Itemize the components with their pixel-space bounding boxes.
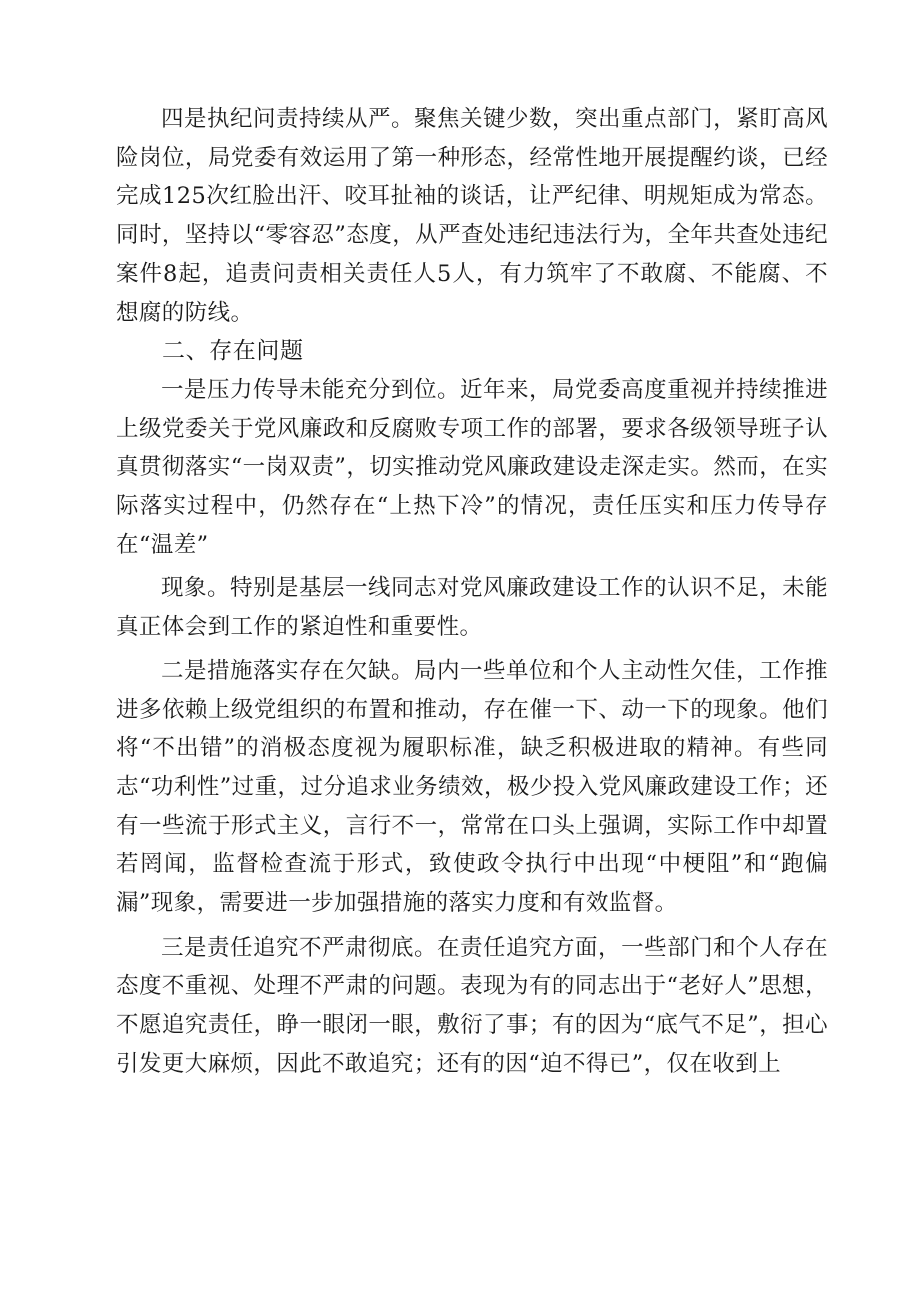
section-heading-existing-problems: 二、存在问题 (162, 338, 304, 365)
paragraph-pressure-transmission: 一是压力传导未能充分到位。近年来，局党委高度重视并持续推进上级党委关于党风廉政和反腐败专项工作的部署，要求各级领导班子认真贯彻落实“一岗双责”，切实推动党风廉政建设走深走实。然而，在实际落实过程中，仍然存在“上热下冷”的情况，责任压实和压力传导存在“温差” (116, 376, 828, 558)
paragraph-accountability-pursuit: 三是责任追究不严肃彻底。在责任追究方面，一些部门和个人存在态度不重视、处理不严肃的问题。表现为有的同志出于“老好人”思想，不愿追究责任，睁一眼闭一眼，敷衍了事；有的因为“底气不足”，担心引发更大麻烦，因此不敢追究；还有的因“迫不得已”，仅在收到上 (116, 934, 828, 1077)
paragraph-measures-implementation: 二是措施落实存在欠缺。局内一些单位和个人主动性欠佳，工作推进多依赖上级党组织的布置和推动，存在催一下、动一下的现象。他们将“不出错”的消极态度视为履职标准，缺乏积极进取的精神。有些同志“功利性”过重，过分追求业务绩效，极少投入党风廉政建设工作；还有一些流于形式主义，言行不一，常常在口头上强调，实际工作中却置若罔闻，监督检查流于形式，致使政令执行中出现“中梗阻”和“跑偏漏”现象，需要进一步加强措施的落实力度和有效监督。 (116, 657, 828, 917)
paragraph-discipline-accountability: 四是执纪问责持续从严。聚焦关键少数，突出重点部门，紧盯高风险岗位，局党委有效运用了第一种形态，经常性地开展提醒约谈，已经完成125次红脸出汗、咬耳扯袖的谈话，让严纪律、明规矩成为常态。同时，坚持以“零容忍”态度，从严查处违纪违法行为，全年共查处违纪案件8起，追责问责相关责任人5人，有力筑牢了不敢腐、不能腐、不想腐的防线。 (116, 106, 828, 326)
paragraph-pressure-transmission-continued: 现象。特别是基层一线同志对党风廉政建设工作的认识不足，未能真正体会到工作的紧迫性和重要性。 (116, 575, 828, 641)
document-body (116, 100, 828, 1084)
